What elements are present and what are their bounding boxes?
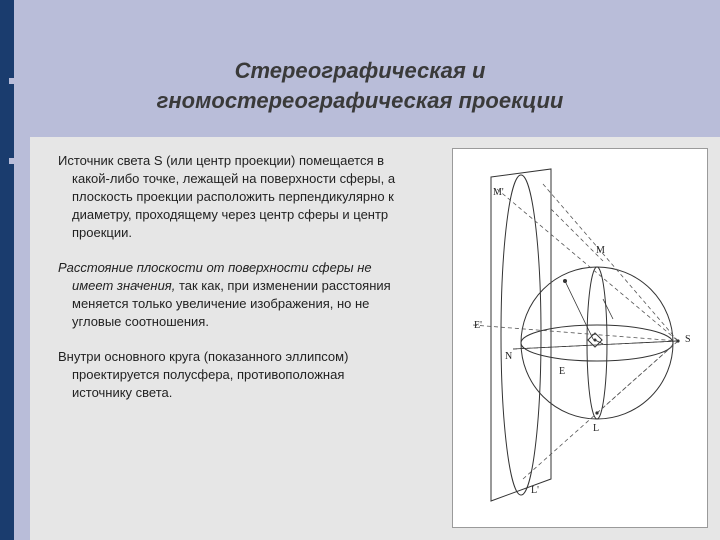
projection-rays [473, 184, 678, 479]
slide-title-line1: Стереографическая и [234, 58, 486, 83]
projection-diagram-svg [453, 149, 707, 527]
label-m: M [596, 245, 605, 256]
paragraph-2 [58, 259, 408, 331]
paragraph-1-first: Источник света S (или центр проекции) [58, 153, 296, 168]
slide-title-line2: гномостереографическая проекции [156, 88, 564, 113]
label-s: S [685, 334, 691, 345]
label-l: L [593, 423, 600, 434]
label-e: E [559, 366, 566, 377]
slide-title [60, 56, 660, 116]
text-column [58, 152, 408, 419]
paragraph-3-first: Внутри основного круга (показанного эллипсом) [58, 349, 349, 364]
point-dot [563, 279, 567, 283]
side-bar-gap [9, 158, 14, 164]
projection-diagram [452, 148, 708, 528]
sphere-outline [521, 267, 673, 419]
paragraph-2-rest: так как, при изменении расстояния меняется только увеличение изображения, но не угловые соотношения. [72, 278, 391, 329]
paragraph-2-italic: Расстояние плоскости от поверхности сферы не имеет значения, [58, 260, 372, 293]
paragraph-3-rest: проектируется полусфера, противоположная источнику света. [72, 367, 345, 400]
projection-axis [513, 341, 678, 349]
paragraph-3 [58, 348, 408, 402]
side-bar-gap [9, 78, 14, 84]
label-l-prime: L' [531, 485, 539, 496]
label-n: N [505, 351, 513, 362]
paragraph-1-rest: помещается в какой-либо точке, лежащей на поверхности сферы, а плоскость проекции расположить перпендикулярно к диаметру, проходящему через центр сферы и центр проекции. [72, 153, 396, 240]
label-m-prime: M' [493, 187, 504, 198]
point-l-dot [595, 411, 598, 414]
paragraph-1 [58, 152, 408, 242]
label-e-prime: E' [474, 320, 482, 331]
sphere-meridian [587, 267, 607, 419]
center-point [594, 339, 597, 342]
point-s-dot [676, 339, 679, 342]
